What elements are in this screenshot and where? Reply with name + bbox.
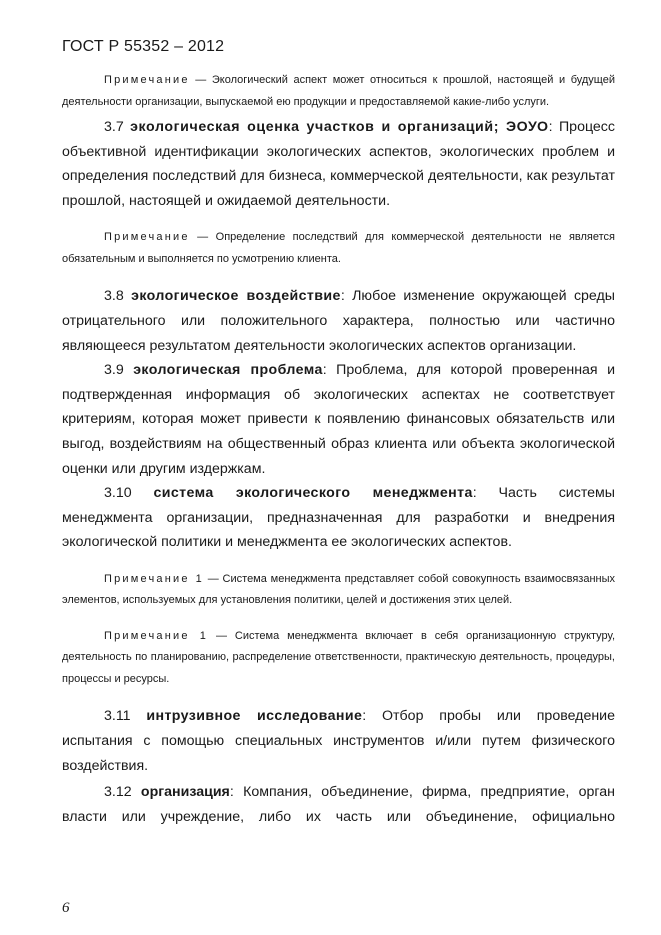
- term-title: организация: [140, 784, 230, 801]
- note-3-7: [62, 227, 615, 270]
- term-3-11: [62, 704, 615, 778]
- term-3-10: [62, 481, 615, 555]
- term-title: интрузивное исследование: [146, 708, 363, 725]
- term-3-8: [62, 284, 615, 358]
- term-definition: : Процесс объективной идентификации экологических аспектов, экологических проблем и определения последствий для бизнеса, коммерческой деятельности, как результат прошлой, настоящей и ожидаемой деятельности.: [62, 119, 615, 209]
- note-1-3-10: [62, 569, 615, 612]
- term-number: 3.11: [104, 708, 147, 725]
- document-header: ГОСТ Р 55352 – 2012: [62, 38, 225, 55]
- term-3-9: [62, 358, 615, 481]
- note-label: Примечание: [104, 74, 190, 86]
- term-number: 3.7: [104, 119, 131, 135]
- term-definition: : Отбор пробы или проведение испытания с помощью специальных инструментов и/или путем физического воздействия.: [62, 708, 615, 774]
- term-number: 3.9: [104, 362, 134, 379]
- term-title: экологическая проблема: [133, 362, 323, 379]
- document-body: [62, 70, 615, 829]
- note-text: — Экологический аспект может относиться к прошлой, настоящей и будущей деятельности организации, выпускаемой ею продукции и предоставляемой какие-либо услуги.: [62, 74, 615, 108]
- term-number: 3.12: [104, 784, 141, 801]
- note-2-3-10: [62, 626, 615, 691]
- page-number: 6: [62, 900, 70, 916]
- term-definition: : Любое изменение окружающей среды отрицательного или положительного характера, полностью или частично являющееся результатом деятельности экологических аспектов организации.: [62, 288, 615, 354]
- term-definition: : Проблема, для которой проверенная и подтвержденная информация об экологических аспектах не соответствует критериям, которая может привести к появлению финансовых обязательств или выгод, воздействиям на общественный образ клиента или объекта экологической оценки или другим издержкам.: [62, 362, 615, 477]
- note-3-6: [62, 70, 615, 113]
- term-title: экологическое воздействие: [131, 288, 341, 305]
- note-text: — Система менеджмента включает в себя организационную структуру, деятельность по планированию, распределение ответственности, практическую деятельность, процедуры, процессы и ресурсы.: [62, 629, 615, 685]
- term-definition: : Часть системы менеджмента организации, предназначенная для разработки и внедрения экологической политики и менеджмента ее экологических аспектов.: [62, 485, 615, 551]
- note-label: Примечание: [104, 231, 190, 244]
- term-3-7: [62, 115, 615, 213]
- term-definition: : Компания, объединение, фирма, предприятие, орган власти или учреждение, либо их часть или объединение, официально: [62, 784, 615, 825]
- term-title: система экологического менеджмента: [153, 485, 473, 502]
- note-label: Примечание 1: [104, 629, 209, 642]
- term-number: 3.8: [104, 288, 132, 305]
- term-number: 3.10: [104, 485, 154, 502]
- note-text: — Определение последствий для коммерческой деятельности не является обязательным и выполняется по усмотрению клиента.: [62, 231, 615, 265]
- term-title: экологическая оценка участков и организаций; ЭОУО: [130, 119, 549, 135]
- term-3-12: [62, 780, 615, 829]
- note-label: Примечание 1: [104, 572, 204, 585]
- note-text: — Система менеджмента представляет собой совокупность взаимосвязанных элементов, используемых для установления политики, целей и достижения этих целей.: [62, 572, 615, 607]
